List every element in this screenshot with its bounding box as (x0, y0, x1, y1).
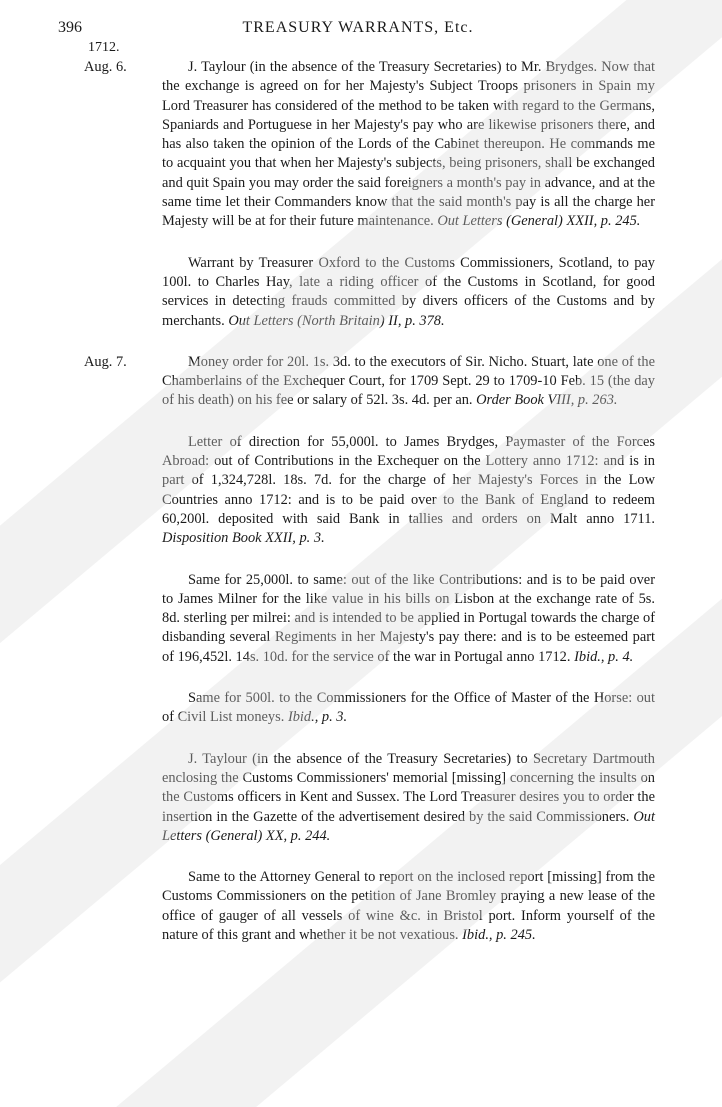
entry-body: Money order for 20l. 1s. 3d. to the executors of Sir. Nicho. Stuart, late one of the Chamberlains of the Exchequer Court, for 1709 Sept. 29 to 1709-10 Feb. 15 (the day of his death) on his fee or salary of 52l. 3s. 4d. per an. (162, 353, 655, 409)
entry-citation: Ibid., p. 4. (574, 648, 634, 665)
entry-body: Same for 500l. to the Commissioners for the Office of Master of the Horse: out of Civil List moneys. (162, 690, 655, 726)
document-body (0, 58, 722, 957)
entry-date: Aug. 6. (84, 59, 127, 75)
entry-text (162, 254, 655, 331)
entry-text (162, 353, 655, 411)
entry-text (162, 750, 655, 846)
entry (0, 571, 722, 667)
entry-date: Aug. 7. (84, 353, 127, 370)
entry (0, 750, 722, 846)
year-marker: 1712. (88, 40, 120, 55)
entry-text (162, 571, 655, 667)
entry-citation: Out Letters (General) XXII, p. 245. (437, 213, 641, 230)
entry (0, 433, 722, 549)
entry-citation: Out Letters (North Britain) II, p. 378. (228, 312, 445, 329)
entry-text (162, 58, 655, 232)
entry-text (162, 433, 655, 549)
entry (0, 689, 722, 728)
entry-citation: Ibid., p. 245. (462, 926, 536, 943)
entry (0, 353, 722, 411)
page-header (58, 16, 658, 40)
entry-text (162, 868, 655, 945)
entry-body: J. Taylour (in the absence of the Treasury Secretaries) to Secretary Dartmouth enclosing the Customs Commissioners' memorial [missing] concerning the insults on the Customs officers in Kent and Sussex. The Lord Treasurer desires you to order the insertion in the Gazette of the advertisement desired by the said Commissioners. (162, 750, 655, 825)
entry-body: Same to the Attorney General to report on the inclosed report [missing] from the Customs Commissioners on the petition of Jane Bromley praying a new lease of the office of gauger of all vessels of wine &c. in Bristol port. Inform yourself of the nature of this grant and whether it be not vexatious. (162, 869, 655, 943)
entry-citation: Disposition Book XXII, p. 3. (162, 530, 325, 547)
running-head: TREASURY WARRANTS, Etc. (242, 19, 474, 36)
entry-citation: Ibid., p. 3. (287, 709, 348, 726)
entry-body: Letter of direction for 55,000l. to James Brydges, Paymaster of the Forces Abroad: out of Contributions in the Exchequer on the Lottery anno 1712: and is in part of 1,324,728l. 18s. 7d. for the charge of her Majesty's Forces in the Low Countries anno 1712: and is to be paid over to the Bank of England to redeem 60,200l. deposited with said Bank in tallies and orders on Malt anno 1711. (162, 433, 655, 527)
page-number: 396 (58, 19, 82, 36)
entry-body: J. Taylour (in the absence of the Treasury Secretaries) to Mr. Brydges. Now that the exchange is agreed on for her Majesty's Subject Troops prisoners in Spain my Lord Treasurer has considered of the method to be taken with regard to the Germans, Spaniards and Portuguese in her Majesty's pay who are likewise prisoners there, and has also taken the opinion of the Lords of the Cabinet thereupon. He commands me to acquaint you that when her Majesty's subjects, being prisoners, shall be exchanged and quit Spain you may order the said foreigners a month's pay in advance, and at the same time let their Commanders know that the said month's pay is all the charge her Majesty will be at for their future maintenance. (162, 59, 655, 230)
entry-body: Warrant by Treasurer Oxford to the Customs Commissioners, Scotland, to pay 100l. to Charles Hay, late a riding officer of the Customs in Scotland, for good services in detecting frauds committed by divers officers of the Customs and by merchants. (162, 254, 655, 329)
entry-body: Same for 25,000l. to same: out of the like Contributions: and is to be paid over to James Milner for the like value in his bills on Lisbon at the exchange rate of 5s. 8d. sterling per milrei: and is intended to be applied in Portugal towards the charge of disbanding several Regiments in her Majesty's pay there: and is to be esteemed part of 196,452l. 14s. 10d. for the service of the war in Portugal anno 1712. (162, 571, 655, 665)
entry-text (162, 689, 655, 728)
entry-citation: Out Letters (General) XX, p. 244. (162, 808, 655, 844)
entry-citation: Order Book VIII, p. 263. (476, 392, 618, 409)
entry (0, 868, 722, 945)
entry (0, 58, 722, 232)
entry (0, 254, 722, 331)
